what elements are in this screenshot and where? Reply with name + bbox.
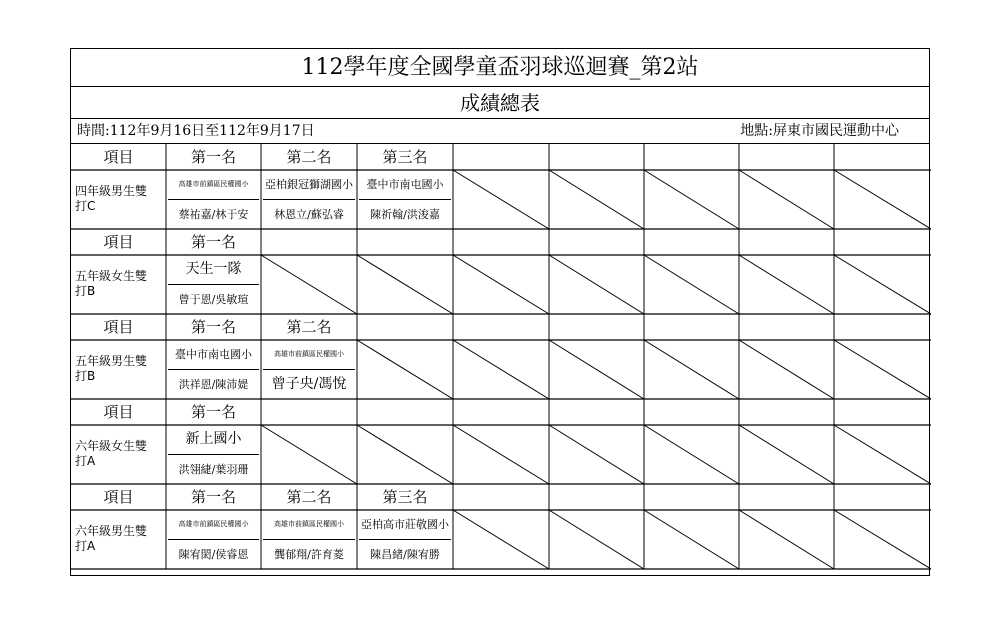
empty-cell-diagonal: [453, 340, 549, 399]
header-place-first: 第一名: [190, 403, 236, 421]
header-place-first: 第一名: [190, 148, 236, 166]
winner-players: 龔郁翔/許育菱: [274, 547, 344, 561]
empty-cell-diagonal: [549, 425, 644, 484]
winner-school: 新上國小: [185, 431, 242, 447]
empty-cell-diagonal: [644, 170, 739, 229]
empty-cell-diagonal: [549, 255, 644, 314]
header-place-first: 第一名: [190, 318, 236, 336]
empty-cell-diagonal: [834, 510, 931, 569]
winner-players: 陳昌緒/陳宥勝: [370, 547, 440, 561]
header-place-second: 第二名: [286, 148, 332, 166]
winner-players: 洪翎緁/葉羽珊: [178, 462, 249, 476]
empty-cell-diagonal: [644, 255, 739, 314]
header-item-label: 項目: [103, 233, 134, 251]
winner-school: 高雄市前鎮區民權國小: [274, 520, 344, 528]
winner-school: 高雄市前鎮區民權國小: [274, 350, 344, 358]
winner-players: 洪祥恩/陳沛媞: [178, 377, 249, 391]
header-item-label: 項目: [103, 403, 134, 421]
winner-school: 高雄市前鎮區民權國小: [178, 180, 249, 188]
winner-school: 臺中市南屯國小: [175, 348, 252, 361]
header-item-label: 項目: [103, 488, 134, 506]
empty-cell-diagonal: [644, 425, 739, 484]
empty-cell-diagonal: [834, 170, 931, 229]
empty-cell-diagonal: [739, 255, 834, 314]
empty-cell-diagonal: [834, 255, 931, 314]
empty-cell-diagonal: [834, 340, 931, 399]
category-label: 四年級男生雙打C: [75, 184, 148, 213]
category-label: 五年級女生雙打B: [75, 269, 148, 298]
header-place-third: 第三名: [382, 488, 428, 506]
winner-players: 曾子央/馮悅: [271, 375, 347, 392]
winner-players: 陳宥閎/侯睿恩: [178, 547, 249, 561]
winner-school: 亞柏銀冠獅湖國小: [265, 178, 353, 191]
winner-school: 高雄市前鎮區民權國小: [178, 520, 249, 528]
empty-cell-diagonal: [453, 255, 549, 314]
header-item-label: 項目: [103, 318, 134, 336]
category-label: 六年級男生雙打A: [75, 524, 148, 553]
empty-cell-diagonal: [644, 340, 739, 399]
empty-cell-diagonal: [357, 255, 453, 314]
category-label: 六年級女生雙打A: [75, 439, 148, 468]
results-sheet: [70, 48, 930, 576]
empty-cell-diagonal: [739, 510, 834, 569]
empty-cell-diagonal: [549, 170, 644, 229]
empty-cell-diagonal: [357, 425, 453, 484]
winner-players: 曾于恩/吳敏瑄: [178, 292, 249, 306]
empty-cell-diagonal: [453, 170, 549, 229]
event-info-row: [71, 119, 929, 144]
winner-players: 林恩立/蘇弘睿: [274, 207, 344, 221]
header-place-third: 第三名: [382, 148, 428, 166]
empty-cell-diagonal: [739, 425, 834, 484]
header-place-first: 第一名: [190, 233, 236, 251]
header-place-second: 第二名: [286, 488, 332, 506]
empty-cell-diagonal: [739, 340, 834, 399]
event-venue: 地點:屏東市國民運動中心: [740, 123, 899, 139]
winner-players: 陳祈翰/洪浚嘉: [370, 207, 440, 221]
category-label: 五年級男生雙打B: [75, 354, 148, 383]
winner-school: 亞柏高市莊敬國小: [361, 518, 449, 531]
header-item-label: 項目: [103, 148, 134, 166]
empty-cell-diagonal: [453, 425, 549, 484]
winner-players: 蔡祐嘉/林于安: [178, 207, 249, 221]
empty-cell-diagonal: [739, 170, 834, 229]
empty-cell-diagonal: [644, 510, 739, 569]
winner-school: 臺中市南屯國小: [366, 178, 444, 191]
document-subtitle: 成績總表: [71, 87, 929, 119]
header-place-first: 第一名: [190, 488, 236, 506]
event-time: 時間:112年9月16日至112年9月17日: [77, 123, 315, 139]
empty-cell-diagonal: [549, 340, 644, 399]
empty-cell-diagonal: [453, 510, 549, 569]
empty-cell-diagonal: [261, 425, 357, 484]
empty-cell-diagonal: [357, 340, 453, 399]
header-place-second: 第二名: [286, 318, 332, 336]
document-title: 112學年度全國學童盃羽球巡迴賽_第2站: [71, 49, 929, 87]
empty-cell-diagonal: [261, 255, 357, 314]
empty-cell-diagonal: [549, 510, 644, 569]
empty-cell-diagonal: [834, 425, 931, 484]
winner-school: 天生一隊: [185, 261, 242, 277]
